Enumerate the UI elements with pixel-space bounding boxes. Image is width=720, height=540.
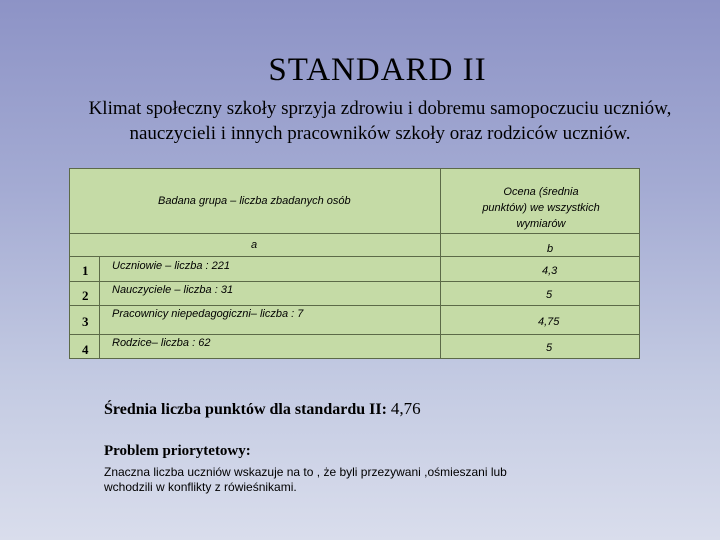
row-score-cell <box>440 281 640 306</box>
standard-summary <box>104 399 421 419</box>
header-group-label: Badana grupa – liczba zbadanych osób <box>158 195 351 207</box>
row-score-cell <box>440 305 640 335</box>
row-group-cell <box>99 334 441 359</box>
row-score: 4,75 <box>538 316 560 328</box>
col-a-cell <box>69 233 441 257</box>
row-number: 3 <box>82 314 89 329</box>
row-score-cell <box>440 334 640 359</box>
row-score: 4,3 <box>542 265 558 277</box>
row-group: Nauczyciele – liczba : 31 <box>112 284 234 296</box>
row-number: 4 <box>82 342 89 357</box>
row-number-cell <box>69 281 100 306</box>
row-score: 5 <box>546 342 553 354</box>
summary-label: Średnia liczba punktów dla standardu II: <box>104 401 387 418</box>
header-score-label: Ocena (średnia punktów) we wszystkich wymiarów <box>482 186 600 230</box>
header-score-cell <box>440 168 640 234</box>
row-group: Uczniowie – liczba : 221 <box>112 260 231 272</box>
row-number-cell <box>69 334 100 359</box>
priority-problem-text: Znaczna liczba uczniów wskazuje na to , że byli przezywani ,ośmieszani lub wchodzili w konflikty z rówieśnikami. <box>104 465 507 494</box>
row-group-cell <box>99 305 441 335</box>
slide-subtitle: Klimat społeczny szkoły sprzyja zdrowiu i dobremu samopoczuciu uczniów, nauczycieli i innych pracowników szkoły oraz rodziców uczniów. <box>88 98 672 144</box>
col-a-label: a <box>251 239 258 251</box>
row-group: Pracownicy niepedagogiczni– liczba : 7 <box>112 308 304 320</box>
col-b-label: b <box>547 243 554 255</box>
row-group: Rodzice– liczba : 62 <box>112 337 211 349</box>
results-table <box>69 168 640 359</box>
col-b-cell <box>440 233 640 257</box>
row-number-cell <box>69 305 100 335</box>
row-number: 2 <box>82 288 89 303</box>
row-score: 5 <box>546 289 553 301</box>
row-number: 1 <box>82 263 89 278</box>
priority-problem-heading: Problem priorytetowy: <box>104 443 251 459</box>
slide-title: STANDARD II <box>268 52 487 88</box>
row-number-cell <box>69 256 100 282</box>
header-group-cell <box>69 168 441 234</box>
row-score-cell <box>440 256 640 282</box>
row-group-cell <box>99 256 441 282</box>
row-group-cell <box>99 281 441 306</box>
summary-value: 4,76 <box>390 399 421 418</box>
